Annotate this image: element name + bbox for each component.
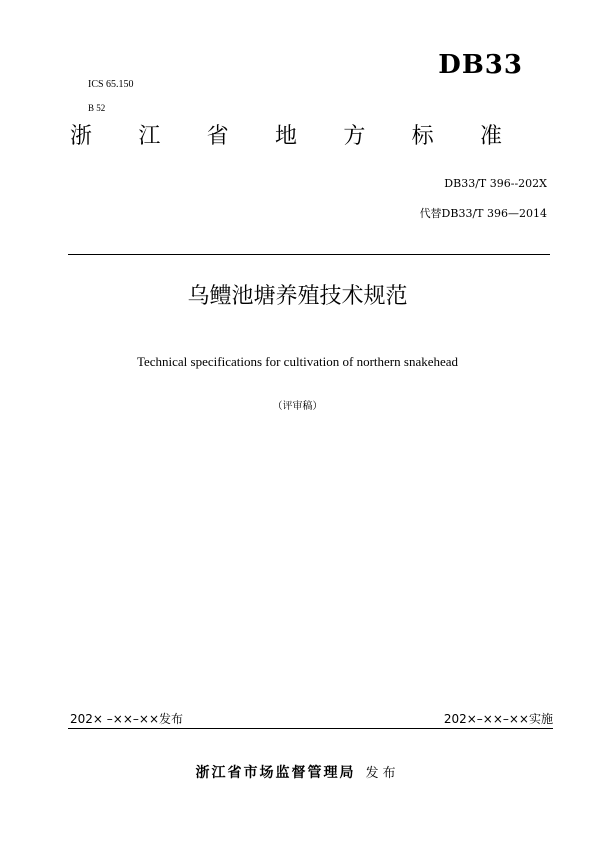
ics-classification: ICS 65.150 bbox=[88, 79, 134, 90]
standard-type-char: 准 bbox=[479, 124, 502, 149]
ccs-classification: B 52 bbox=[88, 103, 106, 113]
standard-number: DB33/T 396--202X bbox=[444, 177, 547, 190]
document-title-chinese: 乌鳢池塘养殖技术规范 bbox=[187, 284, 408, 309]
standard-type-char: 地 bbox=[274, 124, 297, 149]
standard-type-char: 标 bbox=[411, 124, 434, 149]
standard-type-char: 江 bbox=[138, 124, 161, 149]
publisher-name: 浙江省市场监督管理局 bbox=[195, 765, 356, 781]
footer-divider bbox=[68, 728, 553, 729]
implementation-date: 202×–××–××实施 bbox=[443, 712, 553, 726]
replaced-standard: 代替DB33/T 396—2014 bbox=[419, 207, 547, 220]
standard-type-char: 省 bbox=[206, 124, 229, 149]
draft-status: （评审稿） bbox=[272, 401, 323, 412]
standard-type-char: 浙 bbox=[70, 124, 93, 149]
standard-code-mark: DB33 bbox=[438, 50, 523, 80]
header-divider bbox=[68, 254, 550, 255]
standard-type-heading bbox=[70, 126, 502, 148]
publisher-line bbox=[0, 766, 595, 780]
standard-type-char: 方 bbox=[343, 124, 366, 149]
document-title-english: Technical specifications for cultivation of northern snakehead bbox=[136, 354, 459, 369]
issue-date: 202× –××–××发布 bbox=[70, 712, 183, 726]
publish-action: 发布 bbox=[365, 766, 400, 781]
